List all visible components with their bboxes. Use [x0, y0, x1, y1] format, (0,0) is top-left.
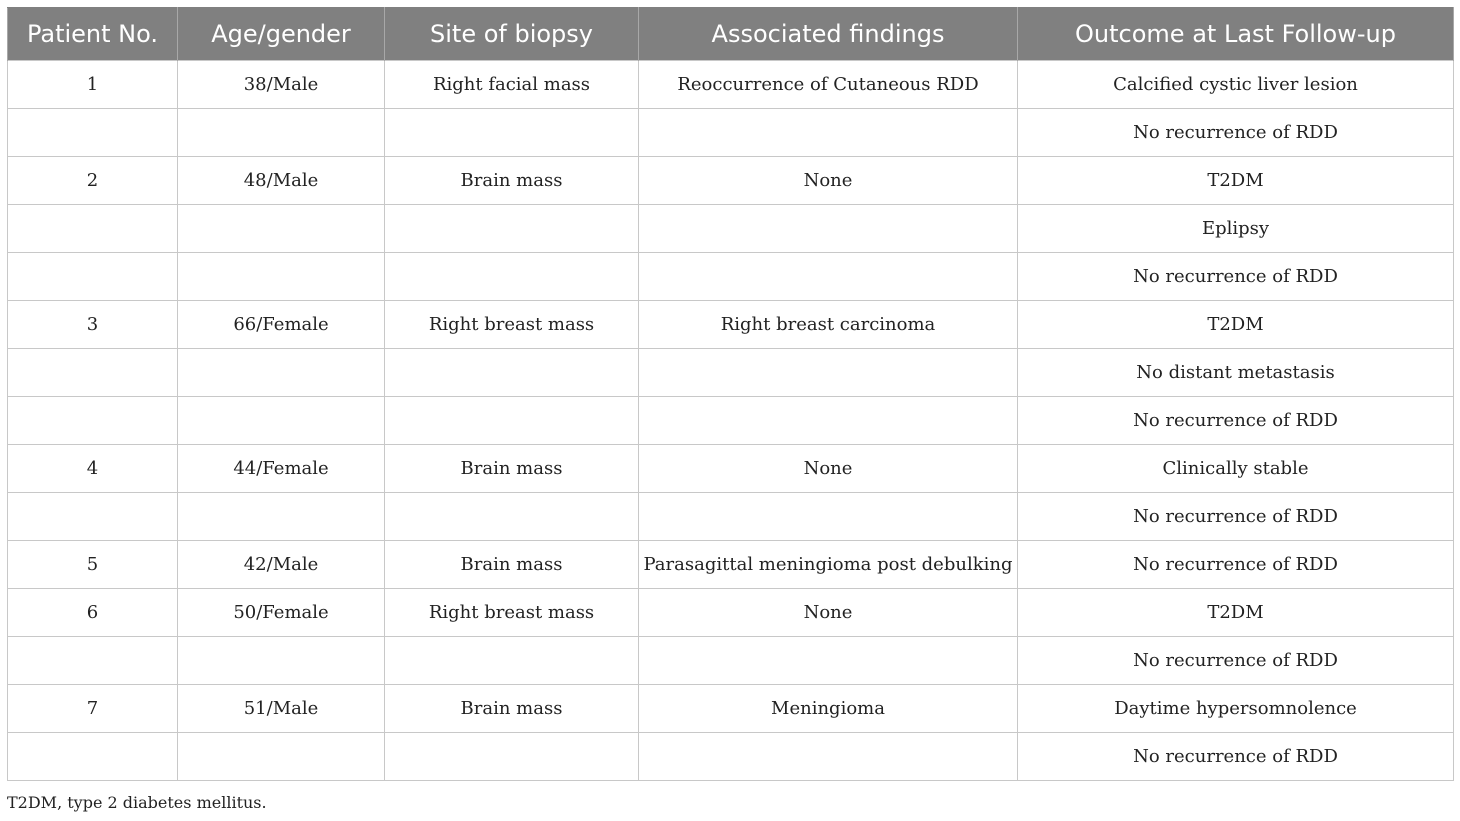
cell-outcome: No recurrence of RDD: [1018, 733, 1454, 781]
cell-site-of-biopsy: Right breast mass: [385, 589, 639, 637]
cell-age-gender: 66/Female: [178, 301, 385, 349]
cell-age-gender: 42/Male: [178, 541, 385, 589]
cell-associated-findings: Right breast carcinoma: [639, 301, 1018, 349]
cell-age-gender: [178, 493, 385, 541]
table-row: [8, 157, 1454, 205]
cell-outcome: T2DM: [1018, 301, 1454, 349]
cell-outcome: No recurrence of RDD: [1018, 541, 1454, 589]
cell-associated-findings: [639, 109, 1018, 157]
cell-site-of-biopsy: [385, 397, 639, 445]
cell-site-of-biopsy: [385, 349, 639, 397]
cell-associated-findings: None: [639, 589, 1018, 637]
table-row: [8, 685, 1454, 733]
cell-site-of-biopsy: [385, 205, 639, 253]
cell-age-gender: [178, 349, 385, 397]
header-site-of-biopsy: Site of biopsy: [385, 8, 639, 61]
cell-site-of-biopsy: [385, 109, 639, 157]
cell-age-gender: 38/Male: [178, 61, 385, 109]
cell-patient-no: 4: [8, 445, 178, 493]
cell-outcome: T2DM: [1018, 589, 1454, 637]
cell-associated-findings: [639, 733, 1018, 781]
cell-site-of-biopsy: Brain mass: [385, 541, 639, 589]
cell-patient-no: 1: [8, 61, 178, 109]
cell-associated-findings: Meningioma: [639, 685, 1018, 733]
cell-patient-no: 5: [8, 541, 178, 589]
table-row: [8, 109, 1454, 157]
cell-associated-findings: [639, 397, 1018, 445]
table-row: [8, 589, 1454, 637]
cell-age-gender: [178, 109, 385, 157]
cell-site-of-biopsy: Brain mass: [385, 157, 639, 205]
table-row: [8, 733, 1454, 781]
cell-age-gender: 48/Male: [178, 157, 385, 205]
cell-patient-no: [8, 109, 178, 157]
cell-patient-no: 6: [8, 589, 178, 637]
cell-site-of-biopsy: Right facial mass: [385, 61, 639, 109]
header-patient-no: Patient No.: [8, 8, 178, 61]
cell-patient-no: [8, 253, 178, 301]
table-body: [8, 61, 1454, 781]
cell-outcome: No recurrence of RDD: [1018, 493, 1454, 541]
cell-associated-findings: [639, 637, 1018, 685]
table-row: [8, 397, 1454, 445]
cell-age-gender: 50/Female: [178, 589, 385, 637]
cell-patient-no: 7: [8, 685, 178, 733]
cell-outcome: Eplipsy: [1018, 205, 1454, 253]
cell-associated-findings: None: [639, 445, 1018, 493]
table-row: [8, 349, 1454, 397]
cell-outcome: No distant metastasis: [1018, 349, 1454, 397]
cell-age-gender: 44/Female: [178, 445, 385, 493]
cell-site-of-biopsy: Right breast mass: [385, 301, 639, 349]
table-row: [8, 541, 1454, 589]
cell-outcome: No recurrence of RDD: [1018, 397, 1454, 445]
header-row: [8, 8, 1454, 61]
cell-associated-findings: [639, 493, 1018, 541]
cell-associated-findings: Parasagittal meningioma post debulking: [639, 541, 1018, 589]
patient-table-container: [7, 7, 1453, 781]
cell-associated-findings: None: [639, 157, 1018, 205]
table-header: [8, 8, 1454, 61]
header-outcome: Outcome at Last Follow-up: [1018, 8, 1454, 61]
header-associated-findings: Associated findings: [639, 8, 1018, 61]
cell-age-gender: [178, 253, 385, 301]
table-row: [8, 301, 1454, 349]
cell-patient-no: [8, 493, 178, 541]
cell-patient-no: [8, 637, 178, 685]
cell-age-gender: [178, 205, 385, 253]
table-footnote: T2DM, type 2 diabetes mellitus.: [7, 793, 267, 812]
cell-patient-no: [8, 733, 178, 781]
cell-associated-findings: [639, 349, 1018, 397]
cell-age-gender: [178, 733, 385, 781]
cell-site-of-biopsy: Brain mass: [385, 685, 639, 733]
table-row: [8, 205, 1454, 253]
cell-site-of-biopsy: Brain mass: [385, 445, 639, 493]
cell-outcome: Calcified cystic liver lesion: [1018, 61, 1454, 109]
cell-associated-findings: Reoccurrence of Cutaneous RDD: [639, 61, 1018, 109]
cell-outcome: Clinically stable: [1018, 445, 1454, 493]
cell-associated-findings: [639, 253, 1018, 301]
patient-table: [7, 7, 1454, 781]
cell-patient-no: [8, 349, 178, 397]
cell-site-of-biopsy: [385, 637, 639, 685]
cell-outcome: No recurrence of RDD: [1018, 109, 1454, 157]
cell-site-of-biopsy: [385, 493, 639, 541]
cell-age-gender: [178, 397, 385, 445]
cell-patient-no: [8, 205, 178, 253]
table-row: [8, 445, 1454, 493]
cell-site-of-biopsy: [385, 253, 639, 301]
cell-outcome: T2DM: [1018, 157, 1454, 205]
cell-age-gender: 51/Male: [178, 685, 385, 733]
cell-associated-findings: [639, 205, 1018, 253]
cell-outcome: No recurrence of RDD: [1018, 637, 1454, 685]
cell-patient-no: 3: [8, 301, 178, 349]
table-row: [8, 61, 1454, 109]
cell-outcome: No recurrence of RDD: [1018, 253, 1454, 301]
cell-age-gender: [178, 637, 385, 685]
header-age-gender: Age/gender: [178, 8, 385, 61]
table-row: [8, 253, 1454, 301]
cell-patient-no: [8, 397, 178, 445]
table-row: [8, 493, 1454, 541]
cell-patient-no: 2: [8, 157, 178, 205]
table-row: [8, 637, 1454, 685]
cell-outcome: Daytime hypersomnolence: [1018, 685, 1454, 733]
cell-site-of-biopsy: [385, 733, 639, 781]
